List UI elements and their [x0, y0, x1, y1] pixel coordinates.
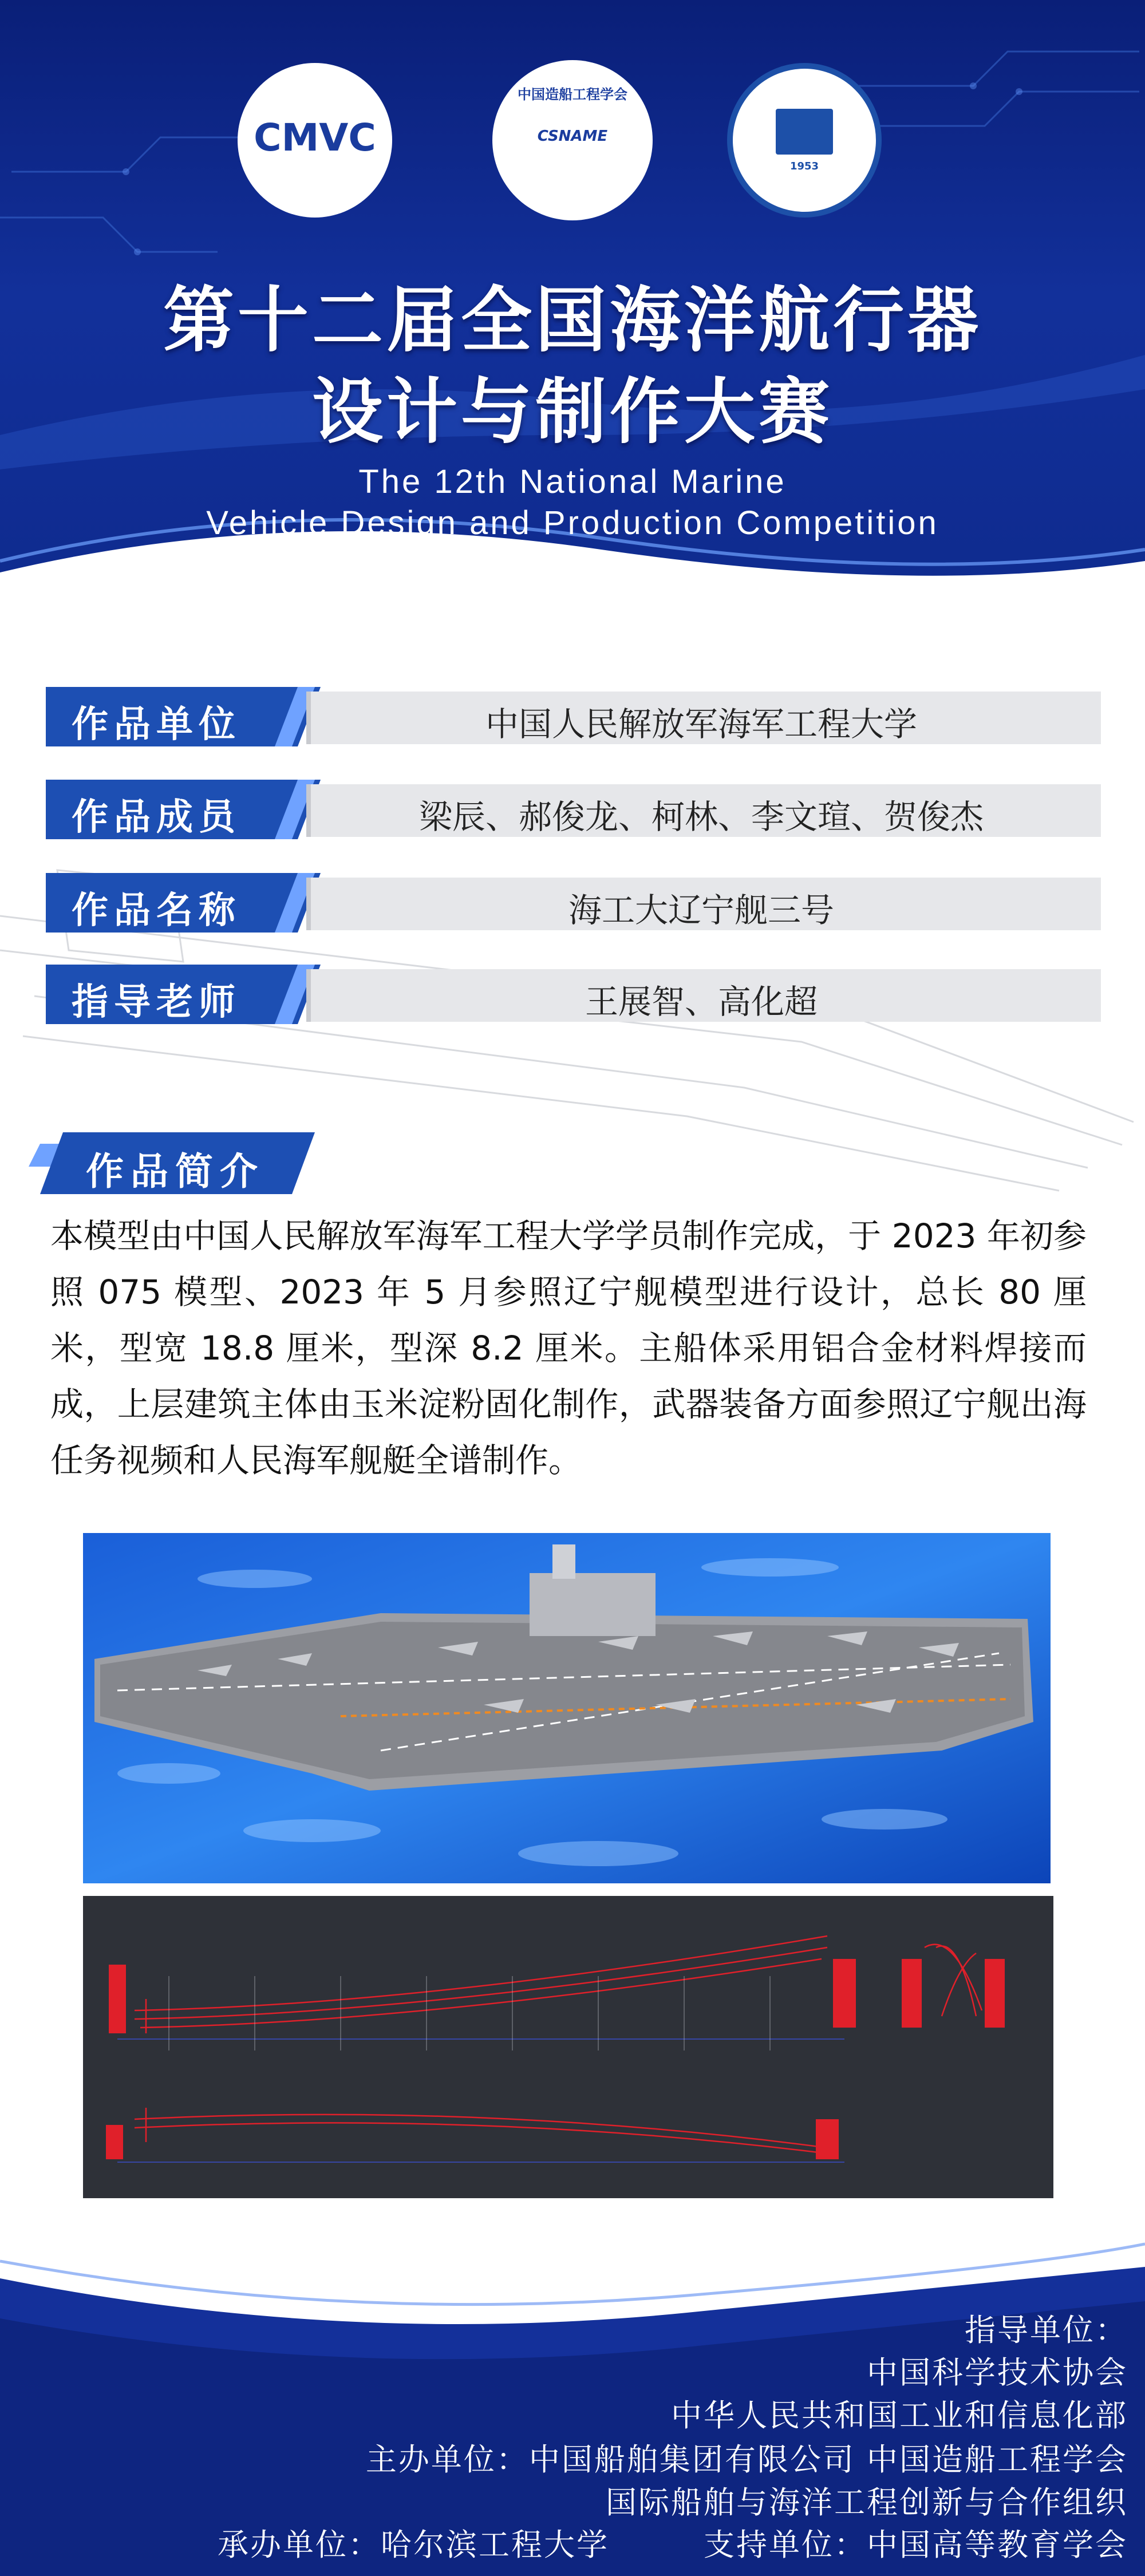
title-cn-line2: 设计与制作大赛 [311, 371, 833, 453]
header-banner [0, 0, 1145, 658]
carrier-model-photo [83, 1533, 1051, 1883]
heu-logo-year: 1953 [789, 160, 819, 172]
intro-text: 本模型由中国人民解放军海军工程大学学员制作完成，于 2023 年初参照 075 模型、2023 年 5 月参照辽宁舰模型进行设计，总长 80 厘米，型宽 18.8 厘米，型深 8.2 厘米。主船体采用铝合金材料焊接而成，上层建筑主体由玉米淀粉固化制作，武器装备方面参照辽宁舰出海任务视频和人民海军舰艇全谱制作。 [50, 1216, 1087, 1480]
info-label-members: 作品成员 [72, 796, 241, 839]
title-cn-line1: 第十二届全国海洋航行器 [163, 279, 982, 362]
footer-host-2: 国际船舶与海洋工程创新与合作组织 [606, 2484, 1128, 2520]
info-row-advisor [46, 965, 1093, 1024]
footer-host: 主办单位：中国船舶集团有限公司 中国造船工程学会 [365, 2441, 1128, 2478]
heu-logo [727, 63, 882, 218]
footer-guide-2: 中华人民共和国工业和信息化部 [671, 2397, 1128, 2433]
info-label-name: 作品名称 [72, 890, 241, 932]
info-label-unit: 作品单位 [72, 704, 241, 746]
info-value-advisor: 王展智、高化超 [585, 982, 818, 1021]
info-row-unit [46, 687, 1093, 746]
footer-supporter: 支持单位：中国高等教育学会 [704, 2527, 1128, 2563]
info-label-advisor: 指导老师 [72, 981, 241, 1024]
info-value-unit: 中国人民解放军海军工程大学 [485, 705, 917, 744]
footer-guide-label: 指导单位： [965, 2312, 1128, 2348]
info-row-name [46, 873, 1093, 933]
cmvc-logo [238, 63, 392, 218]
footer-organizer: 承办单位：哈尔滨工程大学 [218, 2527, 609, 2563]
title-en-line2: Vehicle Design and Production Competition [206, 504, 939, 542]
info-row-members [46, 780, 1093, 839]
footer-guide-1: 中国科学技术协会 [867, 2354, 1128, 2391]
intro-header [29, 1132, 315, 1194]
title-en-line1: The 12th National Marine [358, 463, 787, 500]
heu-building-icon [776, 109, 833, 155]
csname-logo [492, 60, 653, 220]
cmvc-logo-text: CMVC [254, 116, 376, 160]
info-value-name: 海工大辽宁舰三号 [568, 891, 834, 930]
info-value-members: 梁辰、郝俊龙、柯林、李文瑄、贺俊杰 [418, 797, 984, 836]
csname-logo-mid-text: CSNAME [537, 128, 608, 145]
csname-logo-top-text: 中国造船工程学会 [518, 86, 627, 102]
intro-label: 作品简介 [86, 1149, 264, 1194]
cad-lines-plan [83, 1896, 1053, 2198]
